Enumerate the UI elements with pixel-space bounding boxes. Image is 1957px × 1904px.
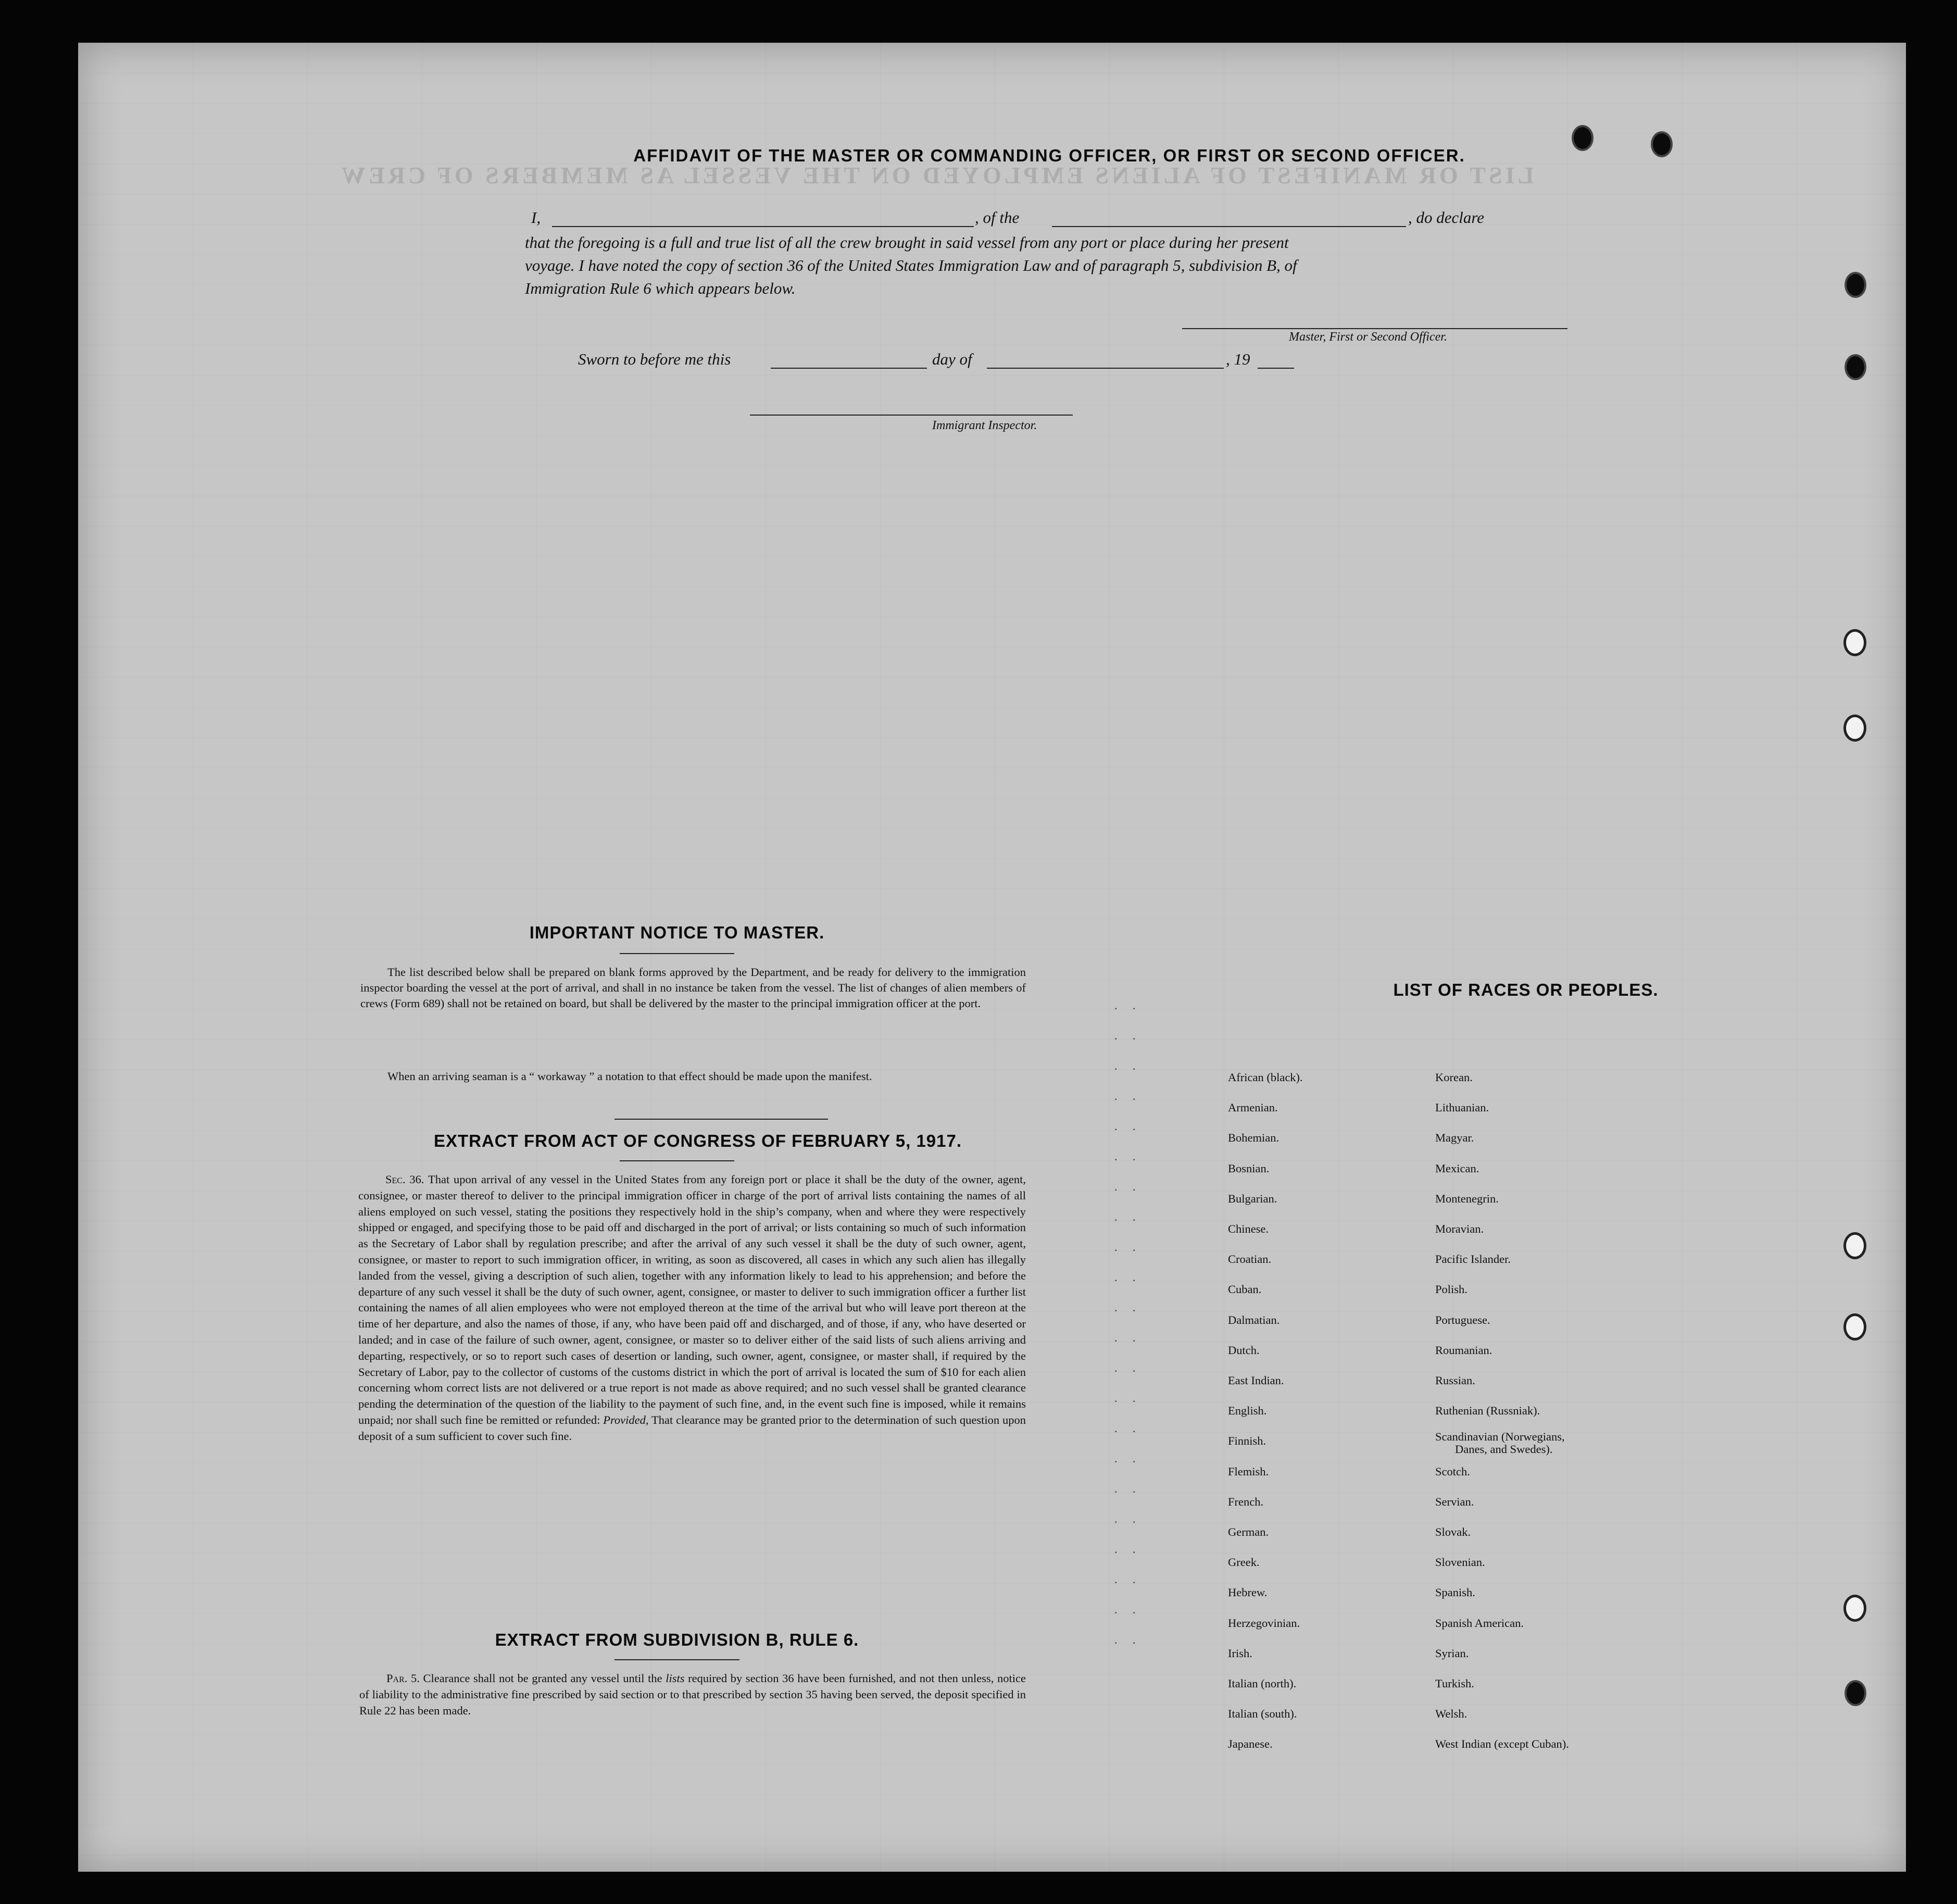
binder-hole — [1651, 131, 1673, 157]
leader-dots: . . — [1114, 1543, 1142, 1556]
race-item: Bulgarian. — [1228, 1192, 1277, 1205]
leader-dots: . . — [1114, 1482, 1142, 1495]
leader-dots: . . — [1114, 1603, 1142, 1616]
race-item: Croatian. — [1228, 1252, 1272, 1266]
race-item: Irish. — [1228, 1646, 1252, 1660]
extract-rule-title-rule — [614, 1659, 739, 1660]
sworn-text: Sworn to before me this — [578, 350, 731, 368]
leader-dots: . . — [1114, 1633, 1142, 1646]
notice-paragraph-1-text: The list described below shall be prepared on blank forms approved by the Department, and be ready for delivery to the immigration inspector boarding the vessel at the port of arrival, and shall in no instance be taken from the vessel. The list of changes of alien members of crews (Form 689) shall not be retained on board, but shall be delivered by the master to the principal immigration officer at the port. — [360, 966, 1026, 1010]
race-item: East Indian. — [1228, 1374, 1284, 1387]
extract-rule-title: EXTRACT FROM SUBDIVISION B, RULE 6. — [495, 1630, 859, 1649]
race-item: Lithuanian. — [1435, 1101, 1489, 1114]
affidavit-line-4: Immigration Rule 6 which appears below. — [525, 279, 796, 297]
notice-title-rule — [620, 953, 734, 954]
binder-hole — [1845, 1680, 1866, 1706]
race-item: Pacific Islander. — [1435, 1252, 1511, 1266]
paragraph-label: Par. 5. — [386, 1672, 420, 1685]
leader-dots: . . — [1114, 1331, 1142, 1344]
extract-act-paragraph — [358, 1172, 1026, 1445]
rule-body-1: Clearance shall not be granted any vessel until the — [423, 1672, 662, 1685]
leader-dots: . . — [1114, 1150, 1142, 1163]
race-item: Danes, and Swedes). — [1455, 1443, 1553, 1456]
race-item: German. — [1228, 1525, 1269, 1539]
race-item: Dutch. — [1228, 1343, 1260, 1357]
sworn-line — [578, 350, 1338, 373]
races-title: LIST OF RACES OR PEOPLES. — [1393, 980, 1659, 999]
document-page — [78, 43, 1906, 1872]
race-item: Turkish. — [1435, 1677, 1474, 1690]
section-body: That upon arrival of any vessel in the United States from any foreign port or place it shall be the duty of the owner, agent, consignee, or master thereof to deliver to the principal immigration officer in charge of the port of arrival lists containing the names of all aliens employed on such vessel, stating the positions they respectively hold in the ship’s company, when and where they were respectively shipped or engaged, and specifying those to be paid off and discharged in the port of arrival; or lists containing so much of such information as the Secretary of Labor shall by regulation prescribe; and after the arrival of any such vessel it shall be the duty of such owner, agent, consignee, or master to report to such immigration officer, in writing, as soon as discovered, all cases in which any such alien has illegally landed from the vessel, giving a description of such alien, together with any information likely to lead to his apprehension; and before the departure of any such vessel it shall be the duty of such owner, agent, consignee, or master to deliver to such immigration officer a further list containing the names of all alien employees who were not employed thereon at the time of the arrival but who will leave port thereon at the time of her departure, and also the names of those, if any, who have been paid off and discharged, and of those, if any, who have deserted or landed; and in case of the failure of such owner, agent, consignee, or master so to deliver either of the said lists of such aliens arriving and departing, respectively, or so to report such cases of desertion or landing, such owner, agent, consignee, or master shall, if required by the Secretary of Labor, pay to the collector of customs of the customs district in which the port of arrival is located the sum of $10 for each alien concerning whom correct lists are not delivered or a true report is not made as above required; and no such vessel shall be granted clearance pending the determination of the question of the liability to the payment of such fine, and, in the event such fine is imposed, while it remains unpaid; nor shall such fine be remitted or refunded: — [358, 1173, 1026, 1426]
section-label: Sec. 36. — [385, 1173, 424, 1186]
month-blank — [987, 368, 1224, 369]
binder-hole — [1843, 1313, 1866, 1341]
race-item: Armenian. — [1228, 1101, 1278, 1114]
race-item: Slovenian. — [1435, 1556, 1485, 1569]
day-of-text: day of — [932, 350, 972, 368]
binder-hole — [1843, 715, 1866, 742]
leader-dots: . . — [1114, 999, 1142, 1012]
inspector-signature-line — [750, 415, 1073, 416]
leader-dots: . . — [1114, 1271, 1142, 1284]
leader-dots-column — [1114, 991, 1142, 1655]
race-item: Moravian. — [1435, 1222, 1484, 1236]
race-item: West Indian (except Cuban). — [1435, 1737, 1569, 1751]
leader-dots: . . — [1114, 1059, 1142, 1072]
notice-paragraph-2-text: When an arriving seaman is a “ workaway ” a notation to that effect should be made upon the manifest. — [387, 1070, 872, 1083]
race-item: Mexican. — [1435, 1161, 1479, 1175]
section-divider — [614, 1119, 828, 1120]
affidavit-of-the: , of the — [975, 208, 1020, 227]
races-column-2 — [1435, 1062, 1569, 1760]
race-item: Welsh. — [1435, 1707, 1467, 1721]
race-item: Italian (north). — [1228, 1677, 1297, 1690]
binder-hole — [1843, 1595, 1866, 1622]
leader-dots: . . — [1114, 1361, 1142, 1374]
signature-caption: Master, First or Second Officer. — [1289, 330, 1447, 344]
year-text: , 19 — [1226, 350, 1250, 368]
races-column-1 — [1228, 1062, 1303, 1760]
leader-dots: . . — [1114, 1210, 1142, 1223]
race-item: Scotch. — [1435, 1464, 1470, 1478]
extract-act-title-rule — [620, 1160, 734, 1161]
notice-paragraph-1 — [360, 964, 1026, 1011]
race-item: Portuguese. — [1435, 1313, 1490, 1326]
affidavit-line-3: voyage. I have noted the copy of section 36 of the United States Immigration Law and of paragraph 5, subdivision B, of — [525, 256, 1297, 274]
lists-word: lists — [666, 1672, 685, 1685]
race-item: African (black). — [1228, 1071, 1303, 1084]
day-blank — [771, 368, 927, 369]
race-item: Japanese. — [1228, 1737, 1273, 1751]
race-item: Roumanian. — [1435, 1343, 1492, 1357]
binder-hole — [1843, 629, 1866, 656]
vessel-blank — [1052, 226, 1406, 227]
leader-dots: . . — [1114, 1180, 1142, 1193]
race-item: Finnish. — [1228, 1434, 1266, 1448]
name-blank — [552, 226, 974, 227]
race-item: Montenegrin. — [1435, 1192, 1499, 1205]
leader-dots: . . — [1114, 1512, 1142, 1525]
race-item: Flemish. — [1228, 1464, 1269, 1478]
section-tail: That clearance may be granted prior to the determination of such question upon deposit of a sum sufficient to cover such fine. — [358, 1413, 1026, 1443]
leader-dots: . . — [1114, 1301, 1142, 1314]
race-item: Slovak. — [1435, 1525, 1471, 1539]
provided-word: Provided, — [603, 1413, 649, 1426]
race-item: Scandinavian (Norwegians, — [1435, 1430, 1565, 1444]
leader-dots: . . — [1114, 1241, 1142, 1254]
race-item: Hebrew. — [1228, 1586, 1268, 1599]
race-item: Spanish. — [1435, 1586, 1475, 1599]
race-item: Bosnian. — [1228, 1161, 1270, 1175]
leader-dots: . . — [1114, 1029, 1142, 1042]
affidavit-i: I, — [531, 208, 541, 227]
leader-dots: . . — [1114, 1392, 1142, 1405]
inspector-caption: Immigrant Inspector. — [932, 419, 1037, 432]
leader-dots: . . — [1114, 1422, 1142, 1435]
race-item: Bohemian. — [1228, 1131, 1279, 1145]
binder-hole — [1845, 272, 1866, 298]
race-item: Greek. — [1228, 1556, 1260, 1569]
race-item: English. — [1228, 1404, 1267, 1418]
race-item: Chinese. — [1228, 1222, 1269, 1236]
rule-body-2: required by section 36 have been furnished, and not then unless, notice of liability to the administrative fine prescribed by said section or to that prescribed by section 35 having been served, the deposit specified in Rule 22 has been made. — [359, 1672, 1026, 1717]
bleed-through-heading: LIST OR MANIFEST OF ALIENS EMPLOYED ON THE VESSEL AS MEMBERS OF CREW — [338, 162, 1534, 189]
binder-hole — [1845, 354, 1866, 380]
race-item: Italian (south). — [1228, 1707, 1297, 1721]
notice-paragraph-2 — [360, 1069, 1026, 1084]
race-item: Servian. — [1435, 1495, 1474, 1508]
race-item: Cuban. — [1228, 1283, 1262, 1296]
binder-hole — [1843, 1232, 1866, 1259]
affidavit-line-2: that the foregoing is a full and true list of all the crew brought in said vessel from any port or place during her present — [525, 233, 1289, 252]
extract-act-title: EXTRACT FROM ACT OF CONGRESS OF FEBRUARY 5, 1917. — [433, 1131, 962, 1150]
affidavit-line-1 — [531, 208, 1604, 231]
race-item: Spanish American. — [1435, 1616, 1524, 1630]
affidavit-declare: , do declare — [1408, 208, 1485, 227]
notice-title: IMPORTANT NOTICE TO MASTER. — [529, 923, 825, 942]
race-item: Syrian. — [1435, 1646, 1469, 1660]
signature-line — [1182, 328, 1567, 329]
leader-dots: . . — [1114, 1089, 1142, 1103]
race-item: Russian. — [1435, 1374, 1475, 1387]
year-blank — [1258, 368, 1294, 369]
race-item: Dalmatian. — [1228, 1313, 1280, 1326]
race-item: Korean. — [1435, 1071, 1473, 1084]
race-item: Herzegovinian. — [1228, 1616, 1300, 1630]
race-item: French. — [1228, 1495, 1264, 1508]
race-item: Magyar. — [1435, 1131, 1474, 1145]
leader-dots: . . — [1114, 1452, 1142, 1465]
leader-dots: . . — [1114, 1573, 1142, 1586]
race-item: Polish. — [1435, 1283, 1467, 1296]
race-item-wrapped — [1435, 1426, 1569, 1456]
race-item: Ruthenian (Russniak). — [1435, 1404, 1540, 1418]
affidavit-title: AFFIDAVIT OF THE MASTER OR COMMANDING OFFICER, OR FIRST OR SECOND OFFICER. — [633, 146, 1465, 165]
leader-dots: . . — [1114, 1120, 1142, 1133]
extract-rule-paragraph — [359, 1671, 1026, 1719]
